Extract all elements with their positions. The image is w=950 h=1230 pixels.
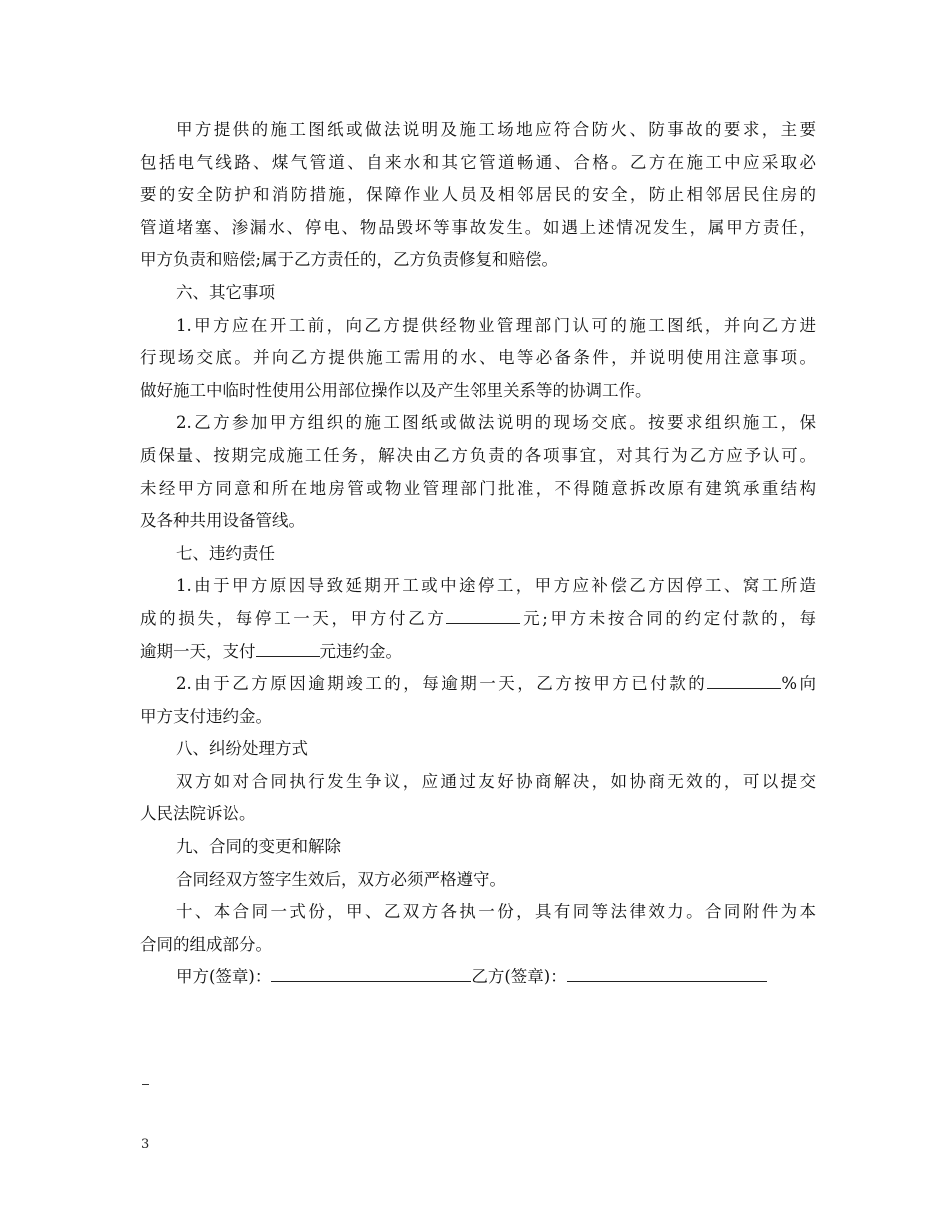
paragraph-line-with-blank: [140, 636, 816, 669]
text-segment: %向: [781, 674, 816, 694]
fill-in-blank[interactable]: [446, 605, 520, 624]
paragraph-line: 双方如对合同执行发生争议，应通过友好协商解决，如协商无效的，可以提交: [176, 771, 816, 791]
paragraph-line-with-blank: [140, 668, 816, 701]
paragraph-line: 做好施工中临时性使用公用部位操作以及产生邻里关系等的协调工作。: [140, 380, 652, 400]
paragraph-line: 质保量、按期完成施工任务，解决由乙方负责的各项事宜，对其行为乙方应予认可。: [140, 445, 816, 465]
paragraph-line: 未经甲方同意和所在地房管或物业管理部门批准，不得随意拆改原有建筑承重结构: [140, 478, 816, 498]
section-heading: 八、纠纷处理方式: [176, 739, 308, 759]
paragraph-line: 管道堵塞、渗漏水、停电、物品毁坏等事故发生。如遇上述情况发生，属甲方责任，: [140, 217, 816, 237]
page-number: 3: [141, 1137, 150, 1152]
paragraph-line-with-blank: [140, 603, 816, 636]
paragraph-line: 行现场交底。并向乙方提供施工需用的水、电等必备条件，并说明使用注意事项。: [140, 348, 816, 368]
paragraph-line: 甲方提供的施工图纸或做法说明及施工场地应符合防火、防事故的要求，主要: [176, 120, 816, 139]
party-a-signature-label: 甲方(签章)：: [176, 967, 272, 987]
paragraph-line: 十、本合同一式份，甲、乙双方各执一份，具有同等法律效力。合同附件为本: [176, 902, 816, 922]
text-segment: 2.由于乙方原因逾期竣工的，每逾期一天，乙方按甲方已付款的: [176, 674, 708, 694]
text-segment: 逾期一天，支付: [140, 641, 256, 661]
paragraph-line: 1.由于甲方原因导致延期开工或中途停工，甲方应补偿乙方因停工、窝工所造: [176, 576, 816, 596]
footer-rule: [142, 1084, 149, 1085]
paragraph-line: 包括电气线路、煤气管道、自来水和其它管道畅通、合格。乙方在施工中应采取必: [140, 152, 816, 172]
signature-line: [140, 961, 816, 994]
paragraph-line: 要的安全防护和消防措施，保障作业人员及相邻居民的安全，防止相邻居民住房的: [140, 185, 816, 205]
paragraph-line: 人民法院诉讼。: [140, 804, 256, 824]
text-segment: 元;甲方未按合同的约定付款的，每: [520, 608, 816, 628]
paragraph-line: 1.甲方应在开工前，向乙方提供经物业管理部门认可的施工图纸，并向乙方进: [176, 315, 816, 335]
fill-in-blank[interactable]: [256, 638, 320, 657]
party-a-signature-blank[interactable]: [271, 963, 471, 982]
paragraph-line: 甲方支付违约金。: [140, 706, 272, 726]
section-heading: 六、其它事项: [176, 282, 275, 302]
paragraph-line: 2.乙方参加甲方组织的施工图纸或做法说明的现场交底。按要求组织施工，保: [176, 413, 816, 433]
party-b-signature-label: 乙方(签章)：: [471, 967, 567, 987]
paragraph-line: 合同的组成部分。: [140, 934, 272, 954]
paragraph-line: 合同经双方签字生效后，双方必须严格遵守。: [176, 869, 506, 889]
party-b-signature-blank[interactable]: [567, 963, 767, 982]
section-heading: 七、违约责任: [176, 543, 275, 563]
section-heading: 九、合同的变更和解除: [176, 837, 341, 857]
paragraph-line: 甲方负责和赔偿;属于乙方责任的，乙方负责修复和赔偿。: [140, 250, 559, 270]
text-segment: 成的损失，每停工一天，甲方付乙方: [140, 608, 447, 628]
paragraph-line: 及各种共用设备管线。: [140, 511, 305, 531]
fill-in-blank[interactable]: [707, 670, 781, 689]
document-body: [140, 114, 816, 994]
text-segment: 元违约金。: [319, 641, 402, 661]
